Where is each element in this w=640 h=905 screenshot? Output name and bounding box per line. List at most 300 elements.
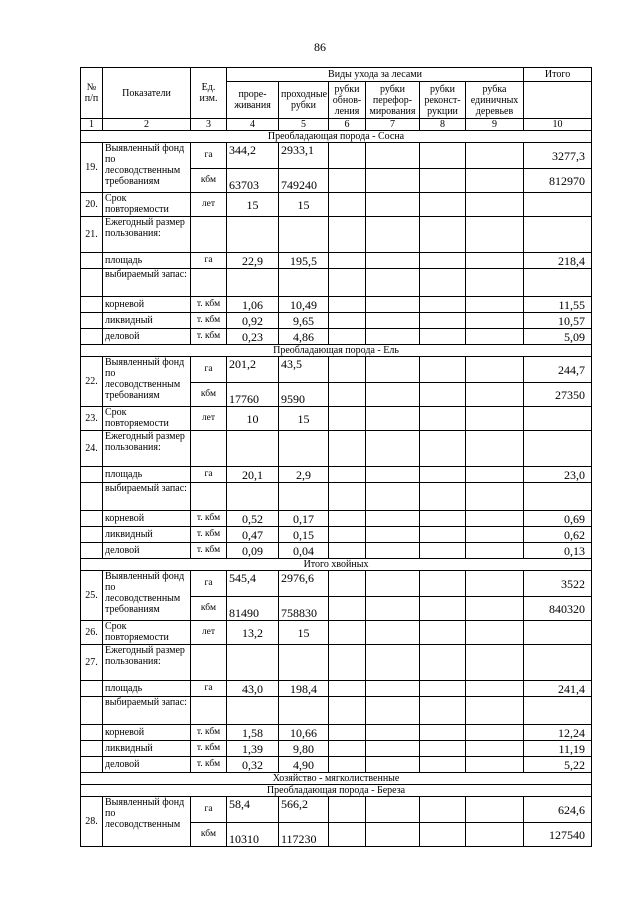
thinning-value: 0,23: [227, 329, 279, 345]
row-number: 24.: [81, 431, 103, 467]
indicator-label: корневой: [103, 297, 191, 313]
table-row: [81, 297, 592, 313]
thinning-value: 1,06: [227, 297, 279, 313]
unit-cell: лет: [191, 407, 227, 431]
table-row: [81, 621, 592, 645]
thinning-value: 0,32: [227, 757, 279, 773]
row-number-blank: [81, 527, 103, 543]
row-number-blank: [81, 511, 103, 527]
passage-cutting-value: 566,2: [279, 797, 329, 823]
table-row: [81, 329, 592, 345]
table-row: [81, 543, 592, 559]
care-type-empty-cell: [366, 297, 420, 313]
total-value: 840320: [524, 597, 592, 621]
section-title: Преобладающая порода - Береза: [81, 785, 592, 797]
row-number-blank: [81, 725, 103, 741]
annual-head-empty-cell: [524, 431, 592, 467]
care-type-empty-cell: [420, 169, 466, 193]
care-type-empty-cell: [420, 697, 466, 725]
annual-head-empty-cell: [329, 217, 366, 253]
unit-cell: кбм: [191, 823, 227, 847]
thinning-value: 81490: [227, 597, 279, 621]
care-type-empty-cell: [329, 797, 366, 823]
indicator-label: деловой: [103, 757, 191, 773]
annual-head-empty-cell: [466, 645, 524, 681]
care-type-empty-cell: [466, 483, 524, 511]
total-value: 0,13: [524, 543, 592, 559]
care-type-empty-cell: [366, 797, 420, 823]
section-header-row: [81, 345, 592, 357]
passage-cutting-value: 0,17: [279, 511, 329, 527]
thinning-value: 1,58: [227, 725, 279, 741]
table-row: [81, 217, 592, 253]
section-header-row: [81, 785, 592, 797]
unit-cell: га: [191, 253, 227, 269]
passage-cutting-value: [279, 483, 329, 511]
indicator-label: ликвидный: [103, 527, 191, 543]
care-type-empty-cell: [329, 741, 366, 757]
care-type-empty-cell: [329, 467, 366, 483]
total-value: [524, 407, 592, 431]
indicator-label: площадь: [103, 467, 191, 483]
unit-cell: га: [191, 681, 227, 697]
table-row: [81, 757, 592, 773]
row-number: 28.: [81, 797, 103, 847]
unit-cell: га: [191, 797, 227, 823]
total-value: 241,4: [524, 681, 592, 697]
thinning-value: 0,52: [227, 511, 279, 527]
unit-cell: [191, 697, 227, 725]
passage-cutting-value: 9,65: [279, 313, 329, 329]
row-number: 27.: [81, 645, 103, 681]
care-type-empty-cell: [366, 467, 420, 483]
annual-head-empty-cell: [227, 217, 279, 253]
annual-head-empty-cell: [366, 645, 420, 681]
header-sub-col-9: рубка единичных деревьев: [466, 82, 524, 119]
section-title: Преобладающая порода - Ель: [81, 345, 592, 357]
unit-cell: т. кбм: [191, 511, 227, 527]
passage-cutting-value: 117230: [279, 823, 329, 847]
annual-head-empty-cell: [524, 645, 592, 681]
column-number: 4: [227, 119, 279, 131]
total-value: 23,0: [524, 467, 592, 483]
passage-cutting-value: 0,15: [279, 527, 329, 543]
care-type-empty-cell: [366, 143, 420, 169]
total-value: 12,24: [524, 725, 592, 741]
table-row: [81, 193, 592, 217]
care-type-empty-cell: [329, 383, 366, 407]
header-sub-col-7: рубки перефор-мирования: [366, 82, 420, 119]
care-type-empty-cell: [329, 253, 366, 269]
indicator-label: выбираемый запас:: [103, 697, 191, 725]
care-type-empty-cell: [420, 757, 466, 773]
care-type-empty-cell: [420, 597, 466, 621]
table-row: [81, 467, 592, 483]
section-title: Итого хвойных: [81, 559, 592, 571]
column-number-row: [81, 119, 592, 131]
table-row: [81, 269, 592, 297]
passage-cutting-value: 749240: [279, 169, 329, 193]
passage-cutting-value: 9590: [279, 383, 329, 407]
care-type-empty-cell: [466, 407, 524, 431]
care-type-empty-cell: [466, 797, 524, 823]
care-type-empty-cell: [420, 269, 466, 297]
column-number: 1: [81, 119, 103, 131]
table-row: [81, 681, 592, 697]
passage-cutting-value: 15: [279, 193, 329, 217]
care-type-empty-cell: [366, 313, 420, 329]
section-title: Преобладающая порода - Сосна: [81, 131, 592, 143]
thinning-value: 0,92: [227, 313, 279, 329]
table-row: [81, 407, 592, 431]
indicator-label: выбираемый запас:: [103, 269, 191, 297]
care-type-empty-cell: [329, 543, 366, 559]
care-type-empty-cell: [420, 571, 466, 597]
care-type-empty-cell: [366, 527, 420, 543]
annual-head-empty-cell: [366, 431, 420, 467]
column-number: 9: [466, 119, 524, 131]
unit-cell: лет: [191, 193, 227, 217]
unit-cell: кбм: [191, 597, 227, 621]
annual-head-empty-cell: [420, 431, 466, 467]
total-value: 624,6: [524, 797, 592, 823]
passage-cutting-value: 15: [279, 407, 329, 431]
care-type-empty-cell: [329, 697, 366, 725]
annual-head-empty-cell: [329, 645, 366, 681]
row-number-blank: [81, 681, 103, 697]
table-row: [81, 511, 592, 527]
row-number-blank: [81, 313, 103, 329]
thinning-value: [227, 269, 279, 297]
care-type-empty-cell: [420, 823, 466, 847]
care-type-empty-cell: [366, 253, 420, 269]
unit-cell: [191, 483, 227, 511]
total-value: 11,55: [524, 297, 592, 313]
care-type-empty-cell: [420, 621, 466, 645]
table-row: [81, 571, 592, 597]
annual-head-empty-cell: [279, 217, 329, 253]
unit-cell: т. кбм: [191, 313, 227, 329]
thinning-value: 58,4: [227, 797, 279, 823]
passage-cutting-value: 10,49: [279, 297, 329, 313]
total-value: [524, 483, 592, 511]
thinning-value: 63703: [227, 169, 279, 193]
unit-cell: га: [191, 357, 227, 383]
annual-head-empty-cell: [466, 431, 524, 467]
care-type-empty-cell: [329, 313, 366, 329]
care-type-empty-cell: [466, 329, 524, 345]
care-type-empty-cell: [329, 527, 366, 543]
care-type-empty-cell: [466, 697, 524, 725]
table-row: [81, 725, 592, 741]
thinning-value: 1,39: [227, 741, 279, 757]
care-type-empty-cell: [466, 741, 524, 757]
unit-cell: га: [191, 467, 227, 483]
indicator-label: выбираемый запас:: [103, 483, 191, 511]
header-sub-col-8: рубки реконст-рукции: [420, 82, 466, 119]
care-type-empty-cell: [366, 823, 420, 847]
care-type-empty-cell: [420, 383, 466, 407]
care-type-empty-cell: [466, 511, 524, 527]
passage-cutting-value: 15: [279, 621, 329, 645]
section-header-row: [81, 131, 592, 143]
row-number-blank: [81, 253, 103, 269]
care-type-empty-cell: [466, 681, 524, 697]
annual-head-empty-cell: [227, 431, 279, 467]
care-type-empty-cell: [366, 725, 420, 741]
indicator-label: Срок повторяемости: [103, 621, 191, 645]
care-type-empty-cell: [420, 467, 466, 483]
page-number: 86: [314, 40, 326, 54]
passage-cutting-value: 43,5: [279, 357, 329, 383]
thinning-value: [227, 697, 279, 725]
annual-head-empty-cell: [227, 645, 279, 681]
annual-head-empty-cell: [366, 217, 420, 253]
passage-cutting-value: 4,90: [279, 757, 329, 773]
care-type-empty-cell: [366, 543, 420, 559]
care-type-empty-cell: [329, 169, 366, 193]
annual-head-empty-cell: [329, 431, 366, 467]
header-sub-col-6: рубки обнов-ления: [329, 82, 366, 119]
row-number: 23.: [81, 407, 103, 431]
passage-cutting-value: 195,5: [279, 253, 329, 269]
indicator-label: Выявленный фонд по лесоводственным требованиям: [103, 571, 191, 621]
passage-cutting-value: 10,66: [279, 725, 329, 741]
care-type-empty-cell: [366, 383, 420, 407]
passage-cutting-value: 2976,6: [279, 571, 329, 597]
total-value: 127540: [524, 823, 592, 847]
care-type-empty-cell: [466, 169, 524, 193]
care-type-empty-cell: [366, 329, 420, 345]
care-type-empty-cell: [366, 169, 420, 193]
header-sub-col-4: проре-живания: [227, 82, 279, 119]
table-row: [81, 697, 592, 725]
care-type-empty-cell: [466, 757, 524, 773]
header-care-types: Виды ухода за лесами: [227, 68, 524, 82]
care-type-empty-cell: [329, 681, 366, 697]
care-type-empty-cell: [466, 143, 524, 169]
total-value: 218,4: [524, 253, 592, 269]
thinning-value: 10310: [227, 823, 279, 847]
indicator-label: Срок повторяемости: [103, 407, 191, 431]
care-type-empty-cell: [329, 725, 366, 741]
thinning-value: 201,2: [227, 357, 279, 383]
total-value: 3522: [524, 571, 592, 597]
care-type-empty-cell: [420, 329, 466, 345]
unit-cell: лет: [191, 621, 227, 645]
unit-cell: [191, 269, 227, 297]
row-number-blank: [81, 467, 103, 483]
column-number: 10: [524, 119, 592, 131]
column-number: 8: [420, 119, 466, 131]
annual-head-empty-cell: [420, 217, 466, 253]
table-row: [81, 645, 592, 681]
table-row: [81, 357, 592, 383]
care-type-empty-cell: [329, 511, 366, 527]
indicator-label: площадь: [103, 681, 191, 697]
unit-cell: кбм: [191, 383, 227, 407]
care-type-empty-cell: [366, 757, 420, 773]
unit-cell: т. кбм: [191, 527, 227, 543]
care-type-empty-cell: [466, 621, 524, 645]
passage-cutting-value: [279, 269, 329, 297]
care-type-empty-cell: [366, 193, 420, 217]
passage-cutting-value: 9,80: [279, 741, 329, 757]
total-value: 812970: [524, 169, 592, 193]
annual-head-empty-cell: [420, 645, 466, 681]
indicator-label: Ежегодный размер пользования:: [103, 431, 191, 467]
indicator-label: корневой: [103, 511, 191, 527]
row-number: 21.: [81, 217, 103, 253]
table-row: [81, 797, 592, 823]
thinning-value: 43,0: [227, 681, 279, 697]
column-number: 3: [191, 119, 227, 131]
row-number-blank: [81, 697, 103, 725]
care-type-empty-cell: [329, 823, 366, 847]
thinning-value: 13,2: [227, 621, 279, 645]
care-type-empty-cell: [420, 543, 466, 559]
annual-head-empty-cell: [279, 645, 329, 681]
annual-head-empty-cell: [279, 431, 329, 467]
care-type-empty-cell: [329, 407, 366, 431]
column-number: 5: [279, 119, 329, 131]
annual-head-empty-cell: [191, 431, 227, 467]
care-type-empty-cell: [466, 823, 524, 847]
thinning-value: 545,4: [227, 571, 279, 597]
unit-cell: т. кбм: [191, 543, 227, 559]
row-number: 25.: [81, 571, 103, 621]
care-type-empty-cell: [466, 527, 524, 543]
thinning-value: 0,47: [227, 527, 279, 543]
table-row: [81, 431, 592, 467]
thinning-value: 344,2: [227, 143, 279, 169]
care-type-empty-cell: [466, 467, 524, 483]
unit-cell: га: [191, 571, 227, 597]
care-type-empty-cell: [329, 571, 366, 597]
care-type-empty-cell: [466, 297, 524, 313]
thinning-value: 10: [227, 407, 279, 431]
care-type-empty-cell: [420, 407, 466, 431]
care-type-empty-cell: [420, 143, 466, 169]
column-number: 6: [329, 119, 366, 131]
care-type-empty-cell: [366, 571, 420, 597]
section-header-row: [81, 559, 592, 571]
unit-cell: га: [191, 143, 227, 169]
indicator-label: Ежегодный размер пользования:: [103, 645, 191, 681]
care-type-empty-cell: [466, 383, 524, 407]
total-value: 5,09: [524, 329, 592, 345]
table-row: [81, 741, 592, 757]
row-number-blank: [81, 741, 103, 757]
passage-cutting-value: 2933,1: [279, 143, 329, 169]
care-type-empty-cell: [420, 797, 466, 823]
care-type-empty-cell: [366, 681, 420, 697]
care-type-empty-cell: [420, 527, 466, 543]
section-title: Хозяйство - мягколиственные: [81, 773, 592, 785]
indicator-label: Выявленный фонд по лесоводственным: [103, 797, 191, 847]
care-type-empty-cell: [329, 329, 366, 345]
annual-head-empty-cell: [524, 217, 592, 253]
indicator-label: площадь: [103, 253, 191, 269]
indicator-label: Срок повторяемости: [103, 193, 191, 217]
row-number-blank: [81, 543, 103, 559]
thinning-value: 22,9: [227, 253, 279, 269]
care-type-empty-cell: [366, 407, 420, 431]
care-type-empty-cell: [420, 741, 466, 757]
care-type-empty-cell: [466, 725, 524, 741]
total-value: [524, 697, 592, 725]
header-unit: Ед. изм.: [191, 68, 227, 119]
care-type-empty-cell: [466, 193, 524, 217]
thinning-value: 15: [227, 193, 279, 217]
total-value: [524, 193, 592, 217]
unit-cell: т. кбм: [191, 741, 227, 757]
total-value: 5,22: [524, 757, 592, 773]
indicator-label: ликвидный: [103, 313, 191, 329]
care-type-empty-cell: [420, 253, 466, 269]
indicator-label: деловой: [103, 543, 191, 559]
row-number: 22.: [81, 357, 103, 407]
care-type-empty-cell: [329, 483, 366, 511]
header-sub-col-5: проходные рубки: [279, 82, 329, 119]
header-num: № п/п: [81, 68, 103, 119]
passage-cutting-value: 198,4: [279, 681, 329, 697]
care-type-empty-cell: [420, 193, 466, 217]
total-value: 10,57: [524, 313, 592, 329]
care-type-empty-cell: [329, 357, 366, 383]
unit-cell: т. кбм: [191, 297, 227, 313]
total-value: 27350: [524, 383, 592, 407]
unit-cell: кбм: [191, 169, 227, 193]
passage-cutting-value: 0,04: [279, 543, 329, 559]
care-type-empty-cell: [366, 597, 420, 621]
indicator-label: ликвидный: [103, 741, 191, 757]
care-type-empty-cell: [466, 269, 524, 297]
row-number-blank: [81, 757, 103, 773]
section-header-row: [81, 773, 592, 785]
care-type-empty-cell: [366, 511, 420, 527]
row-number-blank: [81, 269, 103, 297]
total-value: 244,7: [524, 357, 592, 383]
table-row: [81, 313, 592, 329]
thinning-value: 17760: [227, 383, 279, 407]
care-type-empty-cell: [329, 597, 366, 621]
care-type-empty-cell: [366, 741, 420, 757]
thinning-value: 20,1: [227, 467, 279, 483]
care-type-empty-cell: [420, 511, 466, 527]
row-number-blank: [81, 329, 103, 345]
care-type-empty-cell: [329, 757, 366, 773]
thinning-value: [227, 483, 279, 511]
total-value: [524, 269, 592, 297]
care-type-empty-cell: [366, 269, 420, 297]
care-type-empty-cell: [329, 143, 366, 169]
unit-cell: т. кбм: [191, 757, 227, 773]
row-number: 26.: [81, 621, 103, 645]
care-type-empty-cell: [366, 357, 420, 383]
care-type-empty-cell: [329, 297, 366, 313]
care-type-empty-cell: [466, 313, 524, 329]
care-type-empty-cell: [420, 725, 466, 741]
forest-care-table: [80, 67, 592, 847]
indicator-label: Ежегодный размер пользования:: [103, 217, 191, 253]
total-value: 0,69: [524, 511, 592, 527]
care-type-empty-cell: [466, 597, 524, 621]
table-row: [81, 253, 592, 269]
table-row: [81, 483, 592, 511]
indicator-label: Выявленный фонд по лесоводственным требованиям: [103, 357, 191, 407]
header-total: Итого: [524, 68, 592, 82]
